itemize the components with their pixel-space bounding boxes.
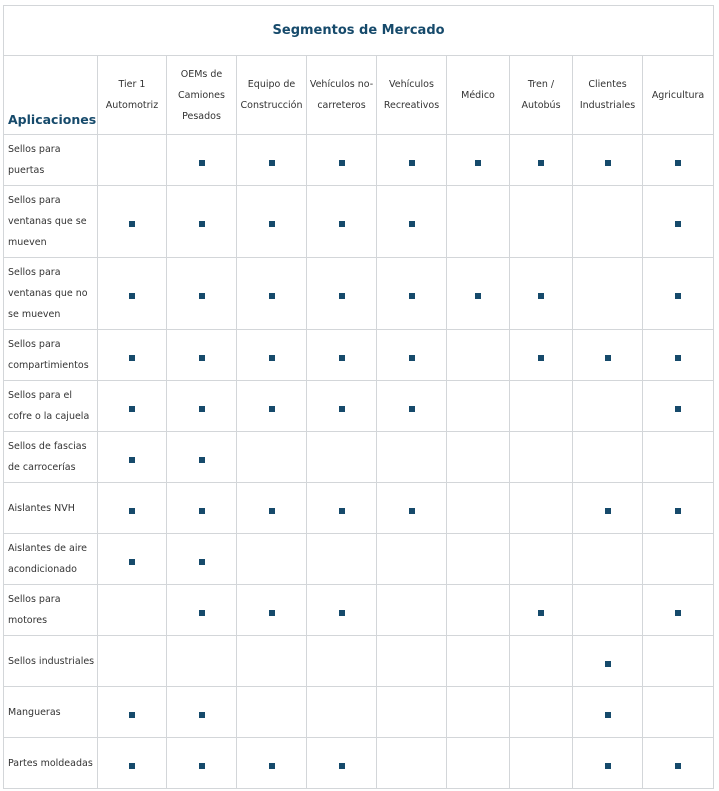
segment-cell [510, 687, 573, 738]
square-bullet-icon [339, 406, 345, 412]
application-label: Sellos para puertas [4, 135, 98, 186]
square-bullet-icon [605, 508, 611, 514]
square-bullet-icon [269, 610, 275, 616]
square-bullet-icon [339, 355, 345, 361]
segment-cell [377, 687, 447, 738]
square-bullet-icon [675, 406, 681, 412]
square-bullet-icon [675, 610, 681, 616]
segment-header: Vehículos Recreativos [377, 56, 447, 135]
segment-cell [377, 381, 447, 432]
table-row [4, 381, 714, 432]
segment-cell [510, 738, 573, 789]
square-bullet-icon [605, 355, 611, 361]
segment-cell [98, 738, 167, 789]
segment-cell [237, 381, 307, 432]
segment-cell [307, 258, 377, 330]
square-bullet-icon [475, 293, 481, 299]
segment-cell [643, 636, 714, 687]
segment-cell [307, 585, 377, 636]
application-label: Mangueras [4, 687, 98, 738]
applications-header: Aplicaciones [4, 56, 98, 135]
application-label: Sellos para motores [4, 585, 98, 636]
segment-cell [643, 330, 714, 381]
segment-cell [237, 687, 307, 738]
segment-cell [643, 687, 714, 738]
segment-cell [447, 381, 510, 432]
segment-cell [98, 483, 167, 534]
segment-cell [447, 585, 510, 636]
segment-cell [307, 135, 377, 186]
square-bullet-icon [339, 508, 345, 514]
square-bullet-icon [675, 355, 681, 361]
segment-cell [377, 483, 447, 534]
segment-cell [447, 135, 510, 186]
segment-cell [377, 636, 447, 687]
square-bullet-icon [605, 712, 611, 718]
table-row [4, 186, 714, 258]
segment-cell [307, 381, 377, 432]
segment-cell [98, 585, 167, 636]
segment-cell [167, 135, 237, 186]
square-bullet-icon [199, 712, 205, 718]
square-bullet-icon [269, 508, 275, 514]
segment-cell [573, 432, 643, 483]
square-bullet-icon [199, 763, 205, 769]
segment-cell [307, 636, 377, 687]
segment-cell [377, 135, 447, 186]
square-bullet-icon [129, 559, 135, 565]
square-bullet-icon [675, 508, 681, 514]
segment-header: Tren / Autobús [510, 56, 573, 135]
segment-cell [643, 186, 714, 258]
segment-cell [573, 135, 643, 186]
segment-cell [307, 186, 377, 258]
segment-cell [237, 483, 307, 534]
segment-header: Clientes Industriales [573, 56, 643, 135]
square-bullet-icon [538, 293, 544, 299]
table-row [4, 258, 714, 330]
square-bullet-icon [475, 160, 481, 166]
square-bullet-icon [675, 293, 681, 299]
segment-cell [237, 432, 307, 483]
segment-cell [573, 330, 643, 381]
segment-cell [98, 534, 167, 585]
segment-cell [98, 186, 167, 258]
segment-cell [237, 534, 307, 585]
square-bullet-icon [199, 355, 205, 361]
square-bullet-icon [129, 508, 135, 514]
table-row [4, 585, 714, 636]
square-bullet-icon [199, 293, 205, 299]
square-bullet-icon [675, 160, 681, 166]
segment-cell [237, 738, 307, 789]
segment-cell [510, 585, 573, 636]
square-bullet-icon [129, 221, 135, 227]
segment-header: OEMs de Camiones Pesados [167, 56, 237, 135]
square-bullet-icon [339, 293, 345, 299]
application-label: Sellos para compartimientos [4, 330, 98, 381]
table-title: Segmentos de Mercado [4, 6, 714, 56]
segment-cell [98, 432, 167, 483]
segment-header: Médico [447, 56, 510, 135]
market-segments-table [3, 5, 714, 789]
segment-cell [447, 636, 510, 687]
segment-cell [573, 636, 643, 687]
application-label: Sellos para ventanas que no se mueven [4, 258, 98, 330]
square-bullet-icon [199, 508, 205, 514]
segment-cell [307, 483, 377, 534]
segment-cell [573, 186, 643, 258]
segment-cell [237, 258, 307, 330]
segment-cell [167, 186, 237, 258]
segment-cell [510, 432, 573, 483]
segment-cell [573, 738, 643, 789]
square-bullet-icon [129, 457, 135, 463]
square-bullet-icon [129, 763, 135, 769]
segment-cell [510, 135, 573, 186]
segment-cell [377, 186, 447, 258]
square-bullet-icon [269, 293, 275, 299]
square-bullet-icon [409, 406, 415, 412]
square-bullet-icon [409, 293, 415, 299]
segment-cell [167, 330, 237, 381]
segment-cell [447, 534, 510, 585]
segment-cell [237, 636, 307, 687]
segment-cell [643, 585, 714, 636]
segment-cell [447, 687, 510, 738]
segment-cell [643, 381, 714, 432]
segment-cell [237, 585, 307, 636]
segment-cell [510, 534, 573, 585]
segment-cell [643, 483, 714, 534]
segment-cell [377, 432, 447, 483]
square-bullet-icon [339, 763, 345, 769]
table-row [4, 483, 714, 534]
segment-cell [447, 432, 510, 483]
square-bullet-icon [409, 160, 415, 166]
application-label: Sellos de fascias de carrocerías [4, 432, 98, 483]
segment-cell [167, 258, 237, 330]
segment-cell [643, 738, 714, 789]
segment-cell [510, 483, 573, 534]
segment-cell [307, 432, 377, 483]
square-bullet-icon [409, 508, 415, 514]
square-bullet-icon [129, 355, 135, 361]
table-row [4, 636, 714, 687]
square-bullet-icon [675, 763, 681, 769]
segment-cell [643, 135, 714, 186]
segment-header: Tier 1 Automotriz [98, 56, 167, 135]
square-bullet-icon [605, 661, 611, 667]
square-bullet-icon [538, 160, 544, 166]
segment-header: Vehículos no-carreteros [307, 56, 377, 135]
square-bullet-icon [538, 355, 544, 361]
segment-cell [237, 186, 307, 258]
segment-cell [643, 258, 714, 330]
segment-cell [307, 534, 377, 585]
segment-cell [98, 636, 167, 687]
segment-cell [447, 258, 510, 330]
segment-cell [377, 330, 447, 381]
segment-cell [237, 135, 307, 186]
segment-cell [167, 432, 237, 483]
square-bullet-icon [199, 221, 205, 227]
segment-header: Agricultura [643, 56, 714, 135]
square-bullet-icon [199, 457, 205, 463]
segment-cell [377, 738, 447, 789]
table-row [4, 687, 714, 738]
square-bullet-icon [269, 160, 275, 166]
table-row [4, 432, 714, 483]
segment-cell [573, 483, 643, 534]
square-bullet-icon [409, 355, 415, 361]
segment-cell [573, 585, 643, 636]
segment-cell [167, 738, 237, 789]
square-bullet-icon [199, 406, 205, 412]
square-bullet-icon [339, 221, 345, 227]
segment-cell [573, 258, 643, 330]
segment-cell [167, 534, 237, 585]
segment-cell [510, 636, 573, 687]
segment-cell [510, 258, 573, 330]
segment-cell [573, 381, 643, 432]
segment-cell [447, 738, 510, 789]
square-bullet-icon [339, 160, 345, 166]
application-label: Sellos para ventanas que se mueven [4, 186, 98, 258]
square-bullet-icon [269, 221, 275, 227]
square-bullet-icon [199, 610, 205, 616]
segment-cell [377, 258, 447, 330]
square-bullet-icon [409, 221, 415, 227]
segment-cell [447, 483, 510, 534]
square-bullet-icon [129, 406, 135, 412]
table-row [4, 330, 714, 381]
segment-cell [510, 330, 573, 381]
square-bullet-icon [199, 559, 205, 565]
segment-cell [510, 381, 573, 432]
segment-cell [510, 186, 573, 258]
square-bullet-icon [605, 160, 611, 166]
segment-cell [98, 330, 167, 381]
square-bullet-icon [605, 763, 611, 769]
segment-cell [307, 738, 377, 789]
square-bullet-icon [129, 293, 135, 299]
segment-cell [167, 687, 237, 738]
segment-cell [573, 687, 643, 738]
application-label: Sellos industriales [4, 636, 98, 687]
application-label: Aislantes de aire acondicionado [4, 534, 98, 585]
segment-cell [643, 534, 714, 585]
table-row [4, 135, 714, 186]
square-bullet-icon [538, 610, 544, 616]
application-label: Partes moldeadas [4, 738, 98, 789]
segment-cell [167, 585, 237, 636]
segment-cell [447, 330, 510, 381]
segment-header: Equipo de Construcción [237, 56, 307, 135]
square-bullet-icon [269, 355, 275, 361]
square-bullet-icon [269, 406, 275, 412]
segment-cell [98, 258, 167, 330]
square-bullet-icon [339, 610, 345, 616]
segment-cell [307, 687, 377, 738]
segment-cell [377, 585, 447, 636]
segment-cell [643, 432, 714, 483]
segment-cell [307, 330, 377, 381]
table-row [4, 534, 714, 585]
square-bullet-icon [269, 763, 275, 769]
application-label: Aislantes NVH [4, 483, 98, 534]
segment-cell [167, 636, 237, 687]
segment-cell [98, 135, 167, 186]
square-bullet-icon [199, 160, 205, 166]
segment-cell [98, 381, 167, 432]
segment-cell [167, 483, 237, 534]
segment-cell [98, 687, 167, 738]
segment-cell [377, 534, 447, 585]
segment-cell [447, 186, 510, 258]
segment-cell [573, 534, 643, 585]
square-bullet-icon [129, 712, 135, 718]
segment-cell [237, 330, 307, 381]
square-bullet-icon [675, 221, 681, 227]
segment-cell [167, 381, 237, 432]
table-row [4, 738, 714, 789]
application-label: Sellos para el cofre o la cajuela [4, 381, 98, 432]
